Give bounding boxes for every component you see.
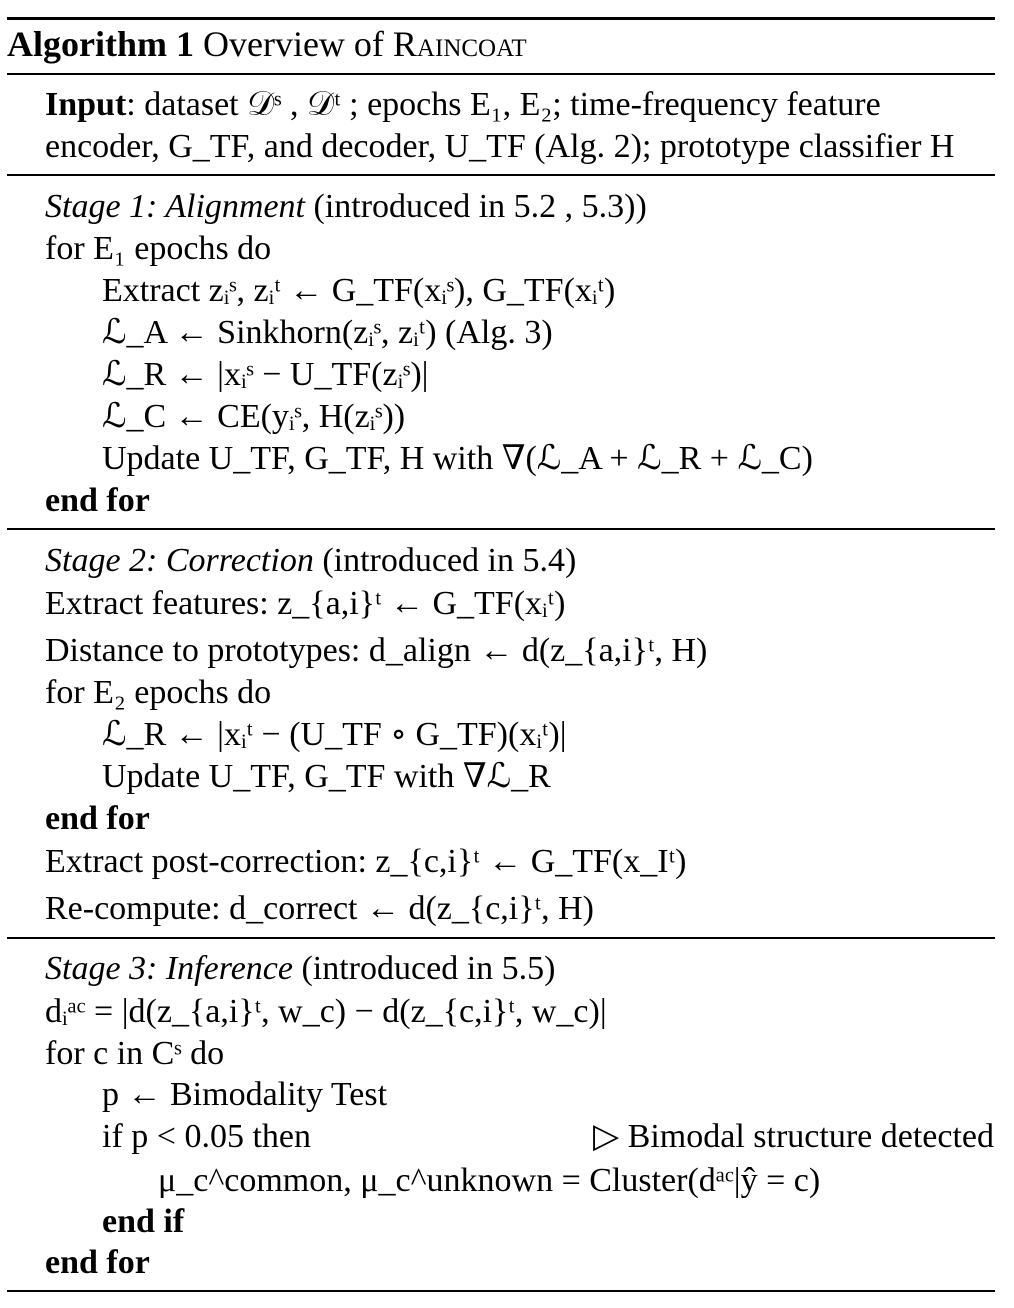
- algorithm-title-prefix: Overview of: [202, 24, 393, 64]
- stage1-end: end for: [45, 482, 150, 519]
- stage3-line-4: if p < 0.05 then: [102, 1118, 311, 1155]
- stage3-comment: ▷ Bimodal structure detected: [593, 1118, 994, 1155]
- bottom-rule: [7, 1290, 995, 1292]
- stage1-step-4: ℒ_C ← CE(yᵢˢ, H(zᵢˢ)): [102, 398, 406, 435]
- stage3-line-1: dᵢᵃᶜ = |d(z_{a,i}ᵗ, w_c) − d(z_{c,i}ᵗ, w_c)|: [45, 993, 607, 1030]
- stage1-step-2: ℒ_A ← Sinkhorn(zᵢˢ, zᵢᵗ) (Alg. 3): [102, 314, 553, 351]
- stage2-line-1: Extract features: z_{a,i}ᵗ ← G_TF(xᵢᵗ): [45, 585, 566, 622]
- stage3-line-5: μ_c^common, μ_c^unknown = Cluster(dᵃᶜ|ŷ = c): [158, 1162, 821, 1199]
- input-rule: [7, 174, 995, 176]
- stage3-line-7: end for: [45, 1244, 150, 1281]
- input-keyword: Input: [45, 86, 127, 123]
- stage1-for: for E₁ epochs do: [45, 230, 272, 267]
- algorithm-name: Raincoat: [392, 24, 527, 64]
- algorithm-label: Algorithm 1: [7, 24, 194, 64]
- stage3-heading: Stage 3: Inference: [45, 950, 293, 987]
- algorithm-title: [7, 24, 527, 64]
- stage2-rule: [7, 937, 995, 939]
- stage3-line-3: p ← Bimodality Test: [102, 1076, 388, 1113]
- stage1-step-1: Extract zᵢˢ, zᵢᵗ ← G_TF(xᵢˢ), G_TF(xᵢᵗ): [102, 272, 616, 309]
- stage2-intro: (introduced in 5.4): [322, 542, 577, 579]
- top-rule: [7, 17, 995, 20]
- input-line-2: [45, 127, 954, 167]
- title-rule: [7, 73, 995, 75]
- input-text-1: : dataset 𝒟ˢ , 𝒟ᵗ ; epochs E₁, E₂; time-frequency feature: [126, 86, 881, 123]
- stage3-line-6: end if: [102, 1203, 185, 1240]
- stage1-intro: (introduced in 5.2 , 5.3)): [313, 188, 647, 225]
- stage2-heading-line: [45, 541, 576, 581]
- stage2-heading: Stage 2: Correction: [45, 542, 314, 579]
- input-line-1: [45, 85, 881, 125]
- stage2-line-4: ℒ_R ← |xᵢᵗ − (U_TF ∘ G_TF)(xᵢᵗ)|: [102, 716, 567, 753]
- stage2-line-5: Update U_TF, G_TF with ∇ℒ_R: [102, 758, 551, 795]
- stage1-step-3: ℒ_R ← |xᵢˢ − U_TF(zᵢˢ)|: [102, 356, 429, 393]
- stage1-rule: [7, 528, 995, 530]
- stage2-line-8: Re-compute: d_correct ← d(z_{c,i}ᵗ, H): [45, 890, 594, 927]
- stage2-line-2: Distance to prototypes: d_align ← d(z_{a,i}ᵗ, H): [45, 632, 708, 669]
- input-text-2: encoder, G_TF, and decoder, U_TF (Alg. 2); prototype classifier H: [45, 128, 955, 165]
- stage3-intro: (introduced in 5.5): [301, 950, 556, 987]
- stage2-line-6: end for: [45, 800, 150, 837]
- stage1-heading-line: [45, 187, 647, 227]
- stage3-line-2: for c in Cˢ do: [45, 1035, 225, 1072]
- stage2-line-3: for E₂ epochs do: [45, 674, 272, 711]
- stage2-line-7: Extract post-correction: z_{c,i}ᵗ ← G_TF(x_Iᵗ): [45, 843, 687, 880]
- stage3-heading-line: [45, 949, 555, 989]
- stage1-heading: Stage 1: Alignment: [45, 188, 305, 225]
- stage1-step-5: Update U_TF, G_TF, H with ∇(ℒ_A + ℒ_R + ℒ_C): [102, 440, 813, 477]
